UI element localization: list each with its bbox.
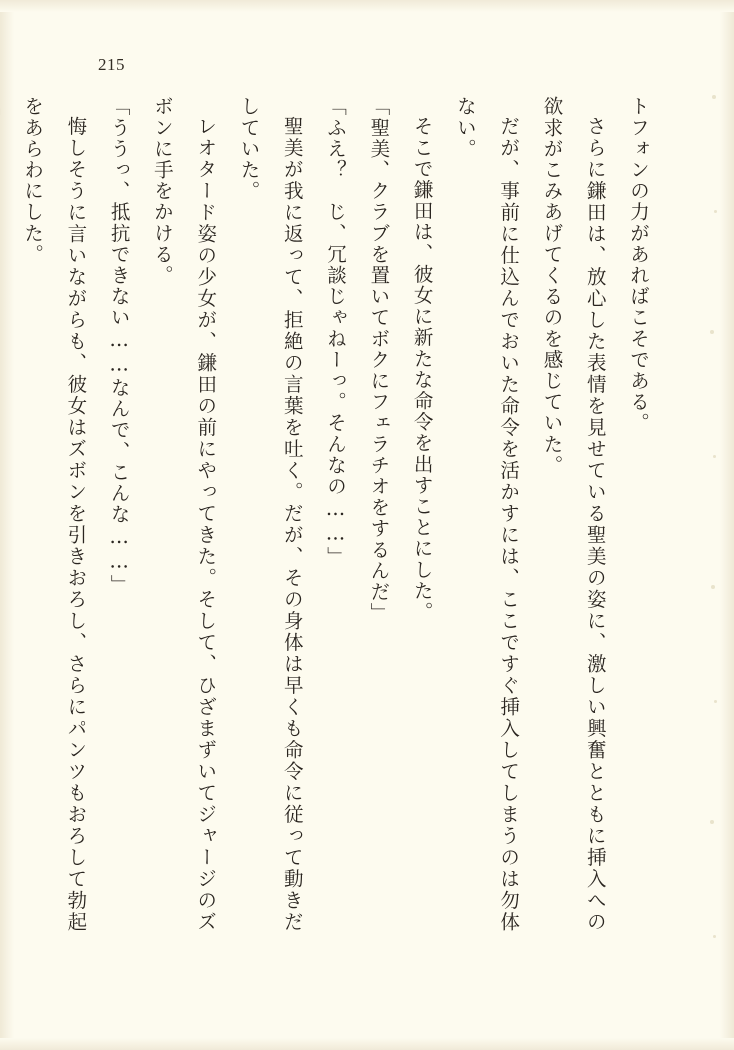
paragraph: 「聖美、クラブを置いてボクにフェラチオをするんだ」 bbox=[367, 96, 391, 624]
page-edge-top bbox=[0, 0, 734, 12]
body-text bbox=[0, 96, 660, 932]
scan-speck bbox=[713, 455, 716, 458]
scan-speck bbox=[711, 585, 715, 589]
scan-speck bbox=[710, 820, 714, 824]
page-number: 215 bbox=[98, 55, 125, 74]
paragraph: レオタード姿の少女が、鎌田の前にやってきた。そして、ひざまずいてジャージのズボンに手をかける。 bbox=[150, 96, 218, 932]
paragraph: 「ううっ、抵抗できない……なんで、こんな……」 bbox=[107, 96, 131, 596]
paragraph: さらに鎌田は、放心した表情を見せている聖美の姿に、激しい興奮とともに挿入への欲求がこみあげてくるのを感じていた。 bbox=[540, 96, 607, 932]
paragraph: 「ふえ？ じ、冗談じゃねーっ。そんなの……」 bbox=[324, 96, 348, 568]
scan-speck bbox=[713, 935, 716, 938]
paragraph: そこで鎌田は、彼女に新たな命令を出すことにした。 bbox=[410, 115, 434, 622]
scan-speck bbox=[714, 210, 717, 213]
paragraph: だが、事前に仕込んでおいた命令を活かすには、ここですぐ挿入してしまうのは勿体ない。 bbox=[453, 96, 521, 932]
scan-speck bbox=[714, 700, 717, 703]
paragraph: 聖美が我に返って、拒絶の言葉を吐く。だが、その身体は早くも命令に従って動きだしていた。 bbox=[237, 96, 304, 932]
page-edge-bottom bbox=[0, 1038, 734, 1050]
paragraph: 悔しそうに言いながらも、彼女はズボンを引きおろし、さらにパンツもおろして勃起をあらわにした。 bbox=[21, 96, 88, 932]
scan-speck bbox=[710, 330, 714, 334]
page-edge-right bbox=[720, 0, 734, 1050]
paragraph: トフォンの力があればこそである。 bbox=[627, 96, 650, 434]
scan-speck bbox=[712, 95, 716, 99]
paragraph bbox=[0, 96, 11, 932]
